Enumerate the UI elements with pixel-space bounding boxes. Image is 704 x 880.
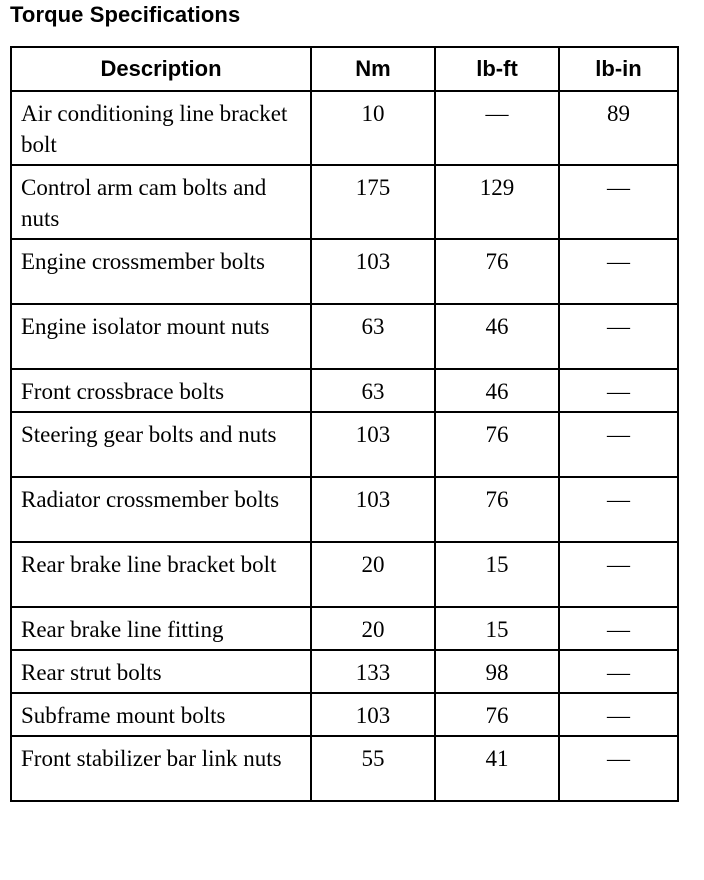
row-lbft: 46 [435,304,559,369]
row-description: Front stabilizer bar link nuts [11,736,311,801]
row-description: Front crossbrace bolts [11,369,311,412]
table-row [11,369,678,412]
row-description: Engine isolator mount nuts [11,304,311,369]
row-lbft: 98 [435,650,559,693]
row-lbft: 15 [435,607,559,650]
row-lbin: 89 [559,91,678,165]
row-description: Subframe mount bolts [11,693,311,736]
row-lbft: 76 [435,693,559,736]
table-row [11,239,678,304]
row-nm: 10 [311,91,435,165]
table-row [11,304,678,369]
table-row [11,91,678,165]
table-row [11,412,678,477]
row-lbin: — [559,650,678,693]
page-title: Torque Specifications [10,2,241,27]
row-lbin: — [559,239,678,304]
row-description: Rear brake line bracket bolt [11,542,311,607]
row-nm: 103 [311,693,435,736]
row-description: Radiator crossmember bolts [11,477,311,542]
table-row [11,693,678,736]
row-description: Rear strut bolts [11,650,311,693]
row-nm: 103 [311,412,435,477]
row-lbin: — [559,542,678,607]
table-row [11,542,678,607]
row-nm: 103 [311,477,435,542]
row-lbin: — [559,693,678,736]
table-row [11,477,678,542]
row-description: Air conditioning line bracket bolt [11,91,311,165]
row-nm: 55 [311,736,435,801]
row-nm: 63 [311,304,435,369]
row-nm: 20 [311,542,435,607]
column-header-description: Description [11,47,311,91]
column-header-nm: Nm [311,47,435,91]
row-lbft: 129 [435,165,559,239]
table-header-row [11,47,678,91]
table-row [11,650,678,693]
row-lbft: 46 [435,369,559,412]
row-lbft: 76 [435,412,559,477]
row-lbin: — [559,165,678,239]
row-nm: 133 [311,650,435,693]
column-header-lbft: lb-ft [435,47,559,91]
row-lbft: 76 [435,477,559,542]
row-lbin: — [559,412,678,477]
row-lbin: — [559,736,678,801]
row-lbft: 76 [435,239,559,304]
row-lbin: — [559,607,678,650]
row-nm: 175 [311,165,435,239]
row-lbft: — [435,91,559,165]
row-lbft: 15 [435,542,559,607]
row-lbft: 41 [435,736,559,801]
row-lbin: — [559,477,678,542]
row-nm: 20 [311,607,435,650]
row-description: Rear brake line fitting [11,607,311,650]
row-nm: 63 [311,369,435,412]
row-lbin: — [559,304,678,369]
row-description: Engine crossmember bolts [11,239,311,304]
row-nm: 103 [311,239,435,304]
row-description: Control arm cam bolts and nuts [11,165,311,239]
table-row [11,736,678,801]
torque-spec-table [10,46,679,802]
row-lbin: — [559,369,678,412]
table-row [11,607,678,650]
column-header-lbin: lb-in [559,47,678,91]
row-description: Steering gear bolts and nuts [11,412,311,477]
table-row [11,165,678,239]
